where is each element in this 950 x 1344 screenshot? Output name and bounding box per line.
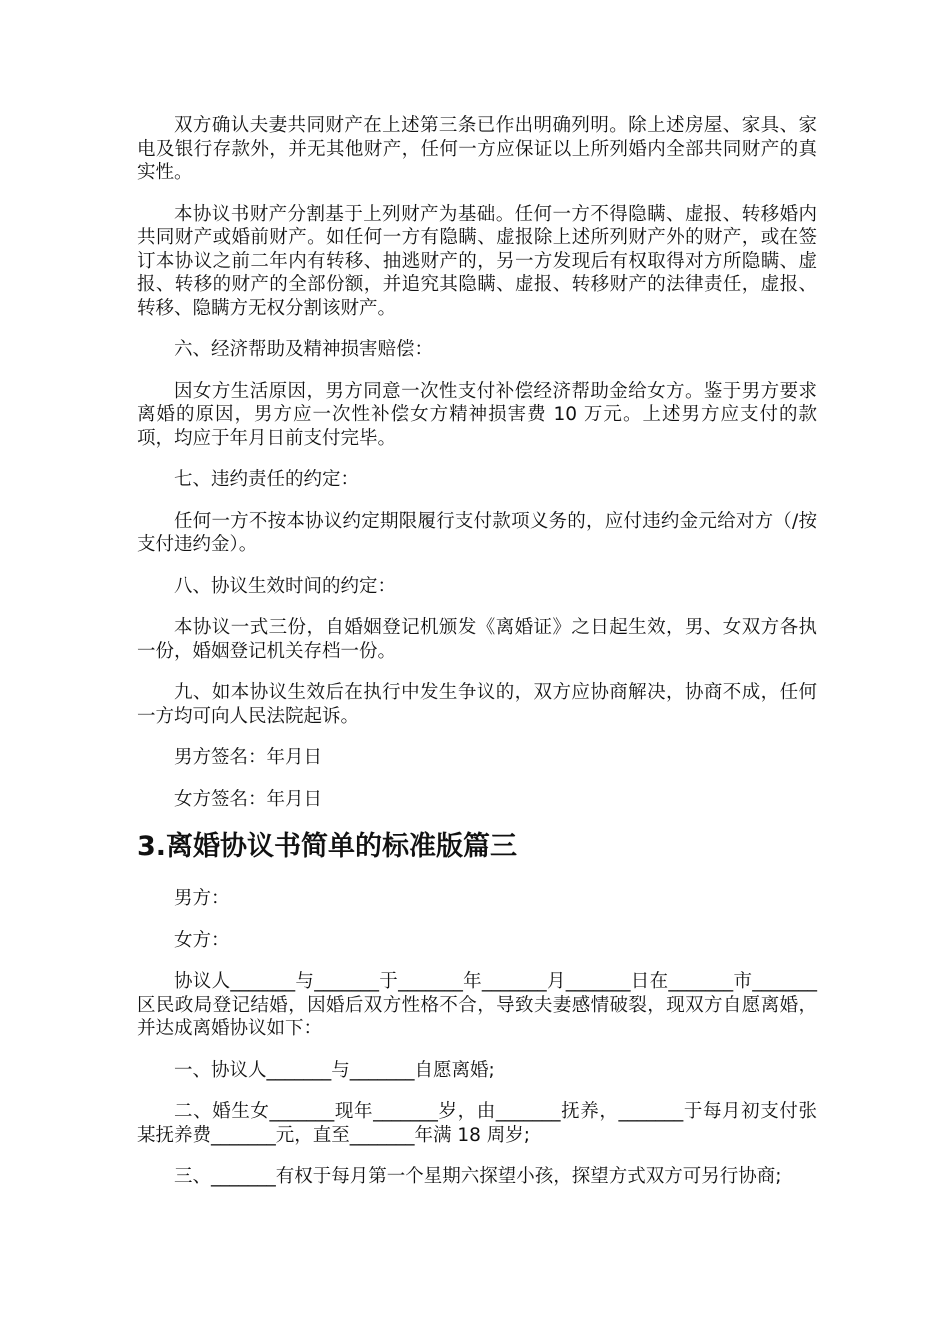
paragraph-compensation: 因女方生活原因，男方同意一次性支付补偿经济帮助金给女方。鉴于男方要求离婚的原因，男方应一次性补偿女方精神损害费 10 万元。上述男方应支付的款项，均应于年月日前支付完毕。 bbox=[137, 380, 817, 449]
section-heading: 3.离婚协议书简单的标准版篇三 bbox=[137, 831, 518, 862]
clause-9: 九、如本协议生效后在执行中发生争议的，双方应协商解决，协商不成，任何一方均可向人民法院起诉。 bbox=[137, 682, 817, 727]
document-body bbox=[137, 114, 817, 1207]
paragraph-breach: 任何一方不按本协议约定期限履行支付款项义务的，应付违约金元给对方（/按支付违约金）。 bbox=[137, 510, 817, 555]
paragraph-property-division: 本协议书财产分割基于上列财产为基础。任何一方不得隐瞒、虚报、转移婚内共同财产或婚前财产。如任何一方有隐瞒、虚报除上述所列财产外的财产，或在签订本协议之前二年内有转移、抽逃财产的，另一方发现后有权取得对方所隐瞒、虚报、转移的财产的全部份额，并追究其隐瞒、虚报、转移财产的法律责任，虚报、转移、隐瞒方无权分割该财产。 bbox=[137, 203, 817, 319]
paragraph-effective: 本协议一式三份，自婚姻登记机颁发《离婚证》之日起生效，男、女双方各执一份，婚姻登记机关存档一份。 bbox=[137, 617, 817, 662]
clause-3: 三、_______有权于每月第一个星期六探望小孩，探望方式双方可另行协商; bbox=[174, 1166, 782, 1187]
clause-2: 二、婚生女_______现年_______岁，由_______抚养，_______于每月初支付张某抚养费_______元，直至_______年满 18 周岁; bbox=[137, 1101, 817, 1146]
paragraph-property-confirmation: 双方确认夫妻共同财产在上述第三条已作出明确列明。除上述房屋、家具、家电及银行存款外，并无其他财产，任何一方应保证以上所列婚内全部共同财产的真实性。 bbox=[137, 115, 817, 183]
party-female: 女方： bbox=[174, 929, 230, 951]
clause-7-title: 七、违约责任的约定： bbox=[174, 469, 360, 490]
clause-6-title: 六、经济帮助及精神损害赔偿： bbox=[174, 339, 434, 360]
signature-male: 男方签名：年月日 bbox=[174, 747, 323, 768]
clause-1: 一、协议人_______与_______自愿离婚; bbox=[174, 1059, 495, 1081]
clause-8-title: 八、协议生效时间的约定： bbox=[174, 575, 397, 597]
signature-female: 女方签名：年月日 bbox=[174, 788, 323, 810]
party-male: 男方： bbox=[174, 888, 230, 909]
paragraph-agreement-intro: 协议人_______与_______于_______年_______月_______日在_______市_______区民政局登记结婚，因婚后双方性格不合，导致夫妻感情破裂，现双方自愿离婚，并达成离婚协议如下： bbox=[137, 971, 817, 1039]
